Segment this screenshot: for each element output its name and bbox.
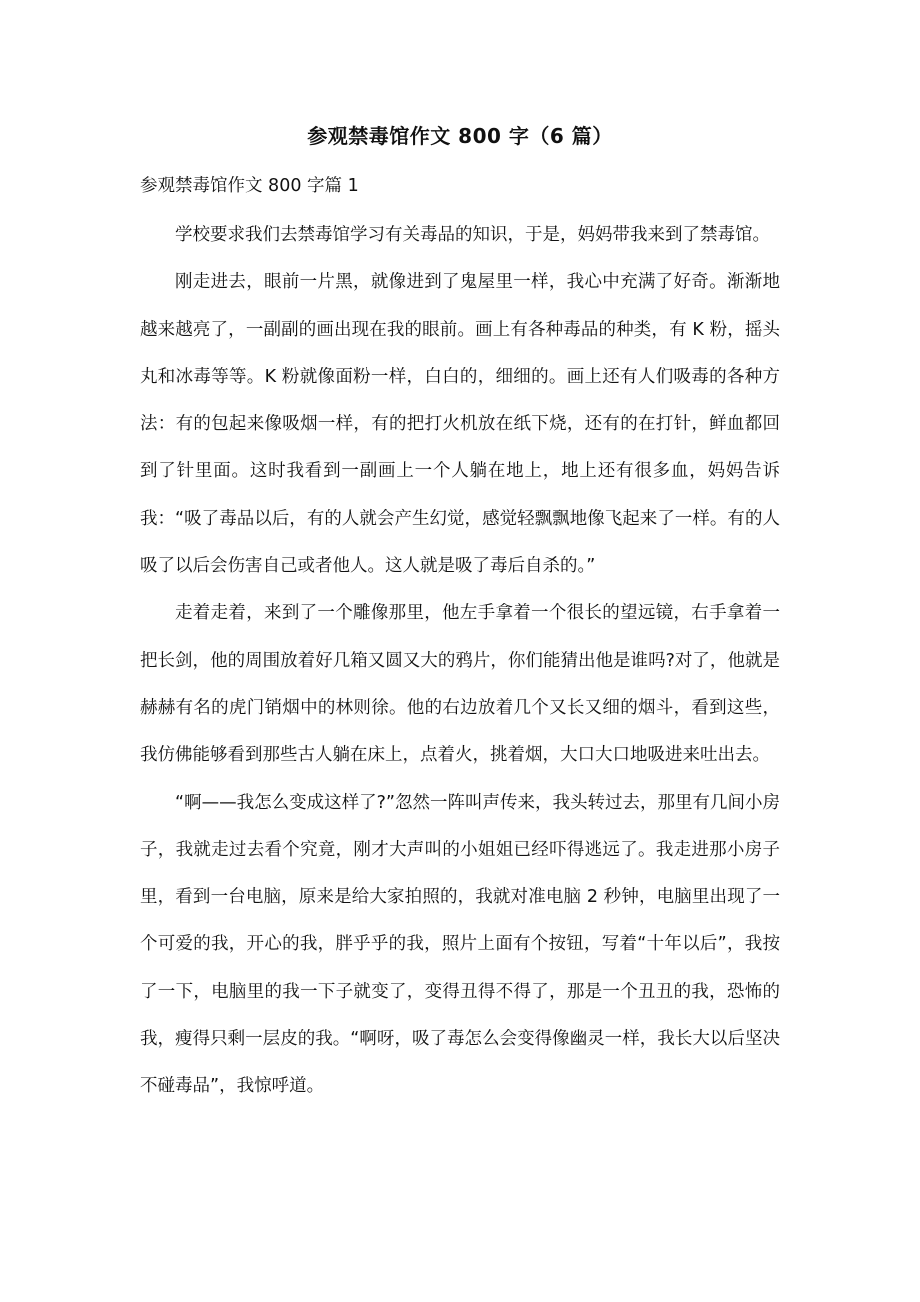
- essay-body: [140, 212, 780, 1111]
- document-title: 参观禁毒馆作文 800 字（6 篇）: [307, 124, 613, 148]
- paragraph-1: 学校要求我们去禁毒馆学习有关毒品的知识，于是，妈妈带我来到了禁毒馆。: [175, 225, 770, 245]
- paragraph-2: 刚走进去，眼前一片黑，就像进到了鬼屋里一样，我心中充满了好奇。渐渐地越来越亮了，一副副的画出现在我的眼前。画上有各种毒品的种类，有 K 粉，摇头丸和冰毒等等。K 粉就像面粉一样，白白的，细细的。画上还有人们吸毒的各种方法：有的包起来像吸烟一样，有的把打火机放在纸下烧，还有的在打针，鲜血都回到了针里面。这时我看到一副画上一个人躺在地上，地上还有很多血，妈妈告诉我：“吸了毒品以后，有的人就会产生幻觉，感觉轻飘飘地像飞起来了一样。有的人吸了以后会伤害自己或者他人。这人就是吸了毒后自杀的。”: [140, 272, 780, 577]
- section-heading: 参观禁毒馆作文 800 字篇 1: [140, 176, 359, 196]
- paragraph-4: “啊——我怎么变成这样了?”忽然一阵叫声传来，我头转过去，那里有几间小房子，我就走过去看个究竟，刚才大声叫的小姐姐已经吓得逃远了。我走进那小房子里，看到一台电脑，原来是给大家拍照的，我就对准电脑 2 秒钟，电脑里出现了一个可爱的我，开心的我，胖乎乎的我，照片上面有个按钮，写着“十年以后”，我按了一下，电脑里的我一下子就变了，变得丑得不得了，那是一个丑丑的我，恐怖的我，瘦得只剩一层皮的我。“啊呀，吸了毒怎么会变得像幽灵一样，我长大以后坚决不碰毒品”，我惊呼道。: [140, 792, 780, 1097]
- paragraph-3: 走着走着，来到了一个雕像那里，他左手拿着一个很长的望远镜，右手拿着一把长剑，他的周围放着好几箱又圆又大的鸦片，你们能猜出他是谁吗?对了，他就是赫赫有名的虎门销烟中的林则徐。他的右边放着几个又长又细的烟斗，看到这些，我仿佛能够看到那些古人躺在床上，点着火，挑着烟，大口大口地吸进来吐出去。: [140, 603, 780, 766]
